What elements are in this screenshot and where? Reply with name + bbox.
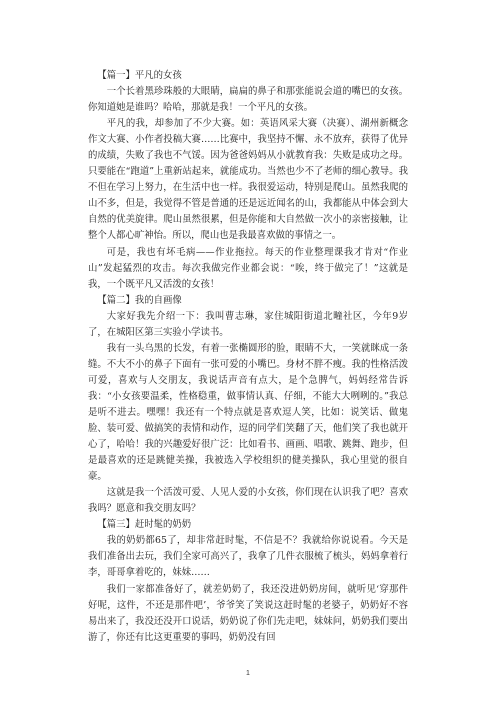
section-heading: 【篇一】平凡的女孩 — [97, 70, 182, 81]
paragraph: 大家好我先介绍一下：我叫曹志琳，家住城阳街道北疃社区，今年9岁了，在城阳区第三实验小学读书。 — [88, 310, 408, 338]
section-heading: 【篇三】赶时髦的奶奶 — [97, 519, 192, 531]
paragraph: 我有一头乌黑的长发，有着一张椭圆形的脸，眼睛不大，一笑就眯成一条缝。不大不小的鼻子下面有一张可爱的小嘴巴。身材不胖不瘦。我的性格活泼可爱，喜欢与人交朋友，我说话声音有点大，是个急脾气，妈妈经常告诉我：“小女孩要温柔，性格稳重，做事情认真、仔细，不能大大咧咧的。”我总是听不进去。嘿嘿！我还有一个特点就是喜欢逗人笑，比如：说笑话、做鬼脸、装可爱、做搞笑的表情和动作，逗的同学们笑翻了天，他们笑了我也就开心了，哈哈！我的兴趣爱好很广泛：比如看书、画画、唱歌、跳舞、跑步，但是最喜欢的还是跳健美操，我被选入学校组织的健美操队，我心里觉的很自豪。 — [88, 342, 408, 483]
paragraph: 可是，我也有坏毛病——作业拖拉。每天的作业整理课我才肯对“作业山”发起猛烈的攻击。每次我做完作业都会说：“唉，终于做完了！”这就是我，一个既平凡又活泼的女孩！ — [88, 246, 408, 290]
section-heading: 【篇二】我的自画像 — [97, 294, 182, 306]
paragraph: 一个长着黑珍珠般的大眼睛，扁扁的鼻子和那张能说会道的嘴巴的女孩。你知道她是谁吗？哈哈，那就是我！一个平凡的女孩。 — [88, 86, 408, 114]
paragraph: 我的奶奶都65了，却非常赶时髦，不信是不？我就给你说说看。今天是我们准备出去玩，我们全家可高兴了，我拿了几件衣服梳了梳头，妈妈拿着行李，哥哥拿着吃的，妹妹…… — [88, 535, 408, 579]
paragraph: 我们一家都准备好了，就差奶奶了，我还没进奶奶房间，就听见‘穿那件好呢，这件，不还是那件吧’，爷爷笑了笑说这赶时髦的老婆子，奶奶好不容易出来了，我没还没开口说话，奶奶说了你们先走吧，妹妹问，奶奶我们要出游了，你还有比这更重要的事吗，奶奶没有回 — [88, 583, 408, 643]
document-body — [88, 68, 408, 646]
page-number: 1 — [246, 670, 250, 677]
paragraph: 平凡的我，却参加了不少大赛。如：英语风采大赛（决赛）、湖州新概念作文大赛、小作者投稿大赛……比赛中，我坚持不懈、永不放弃，获得了优异的成绩，失败了我也不气馁。因为爸爸妈妈从小就教育我：失败是成功之母。只要能在“跑道”上重新站起来，就能成功。当然也少不了老师的细心教导。我不但在学习上努力，在生活中也一样。我很爱运动，特别是爬山。虽然我爬的山不多，但是，我觉得不管是普通的还是远近闻名的山，我都能从中体会到大自然的优美旋律。爬山虽然很累，但是你能和大自然做一次小的亲密接触，让整个人都心旷神怡。所以，爬山也是我最喜欢做的事情之一。 — [88, 118, 408, 242]
paragraph: 这就是我一个活泼可爱、人见人爱的小女孩，你们现在认识我了吧？喜欢我吗？愿意和我交朋友吗？ — [88, 487, 408, 515]
